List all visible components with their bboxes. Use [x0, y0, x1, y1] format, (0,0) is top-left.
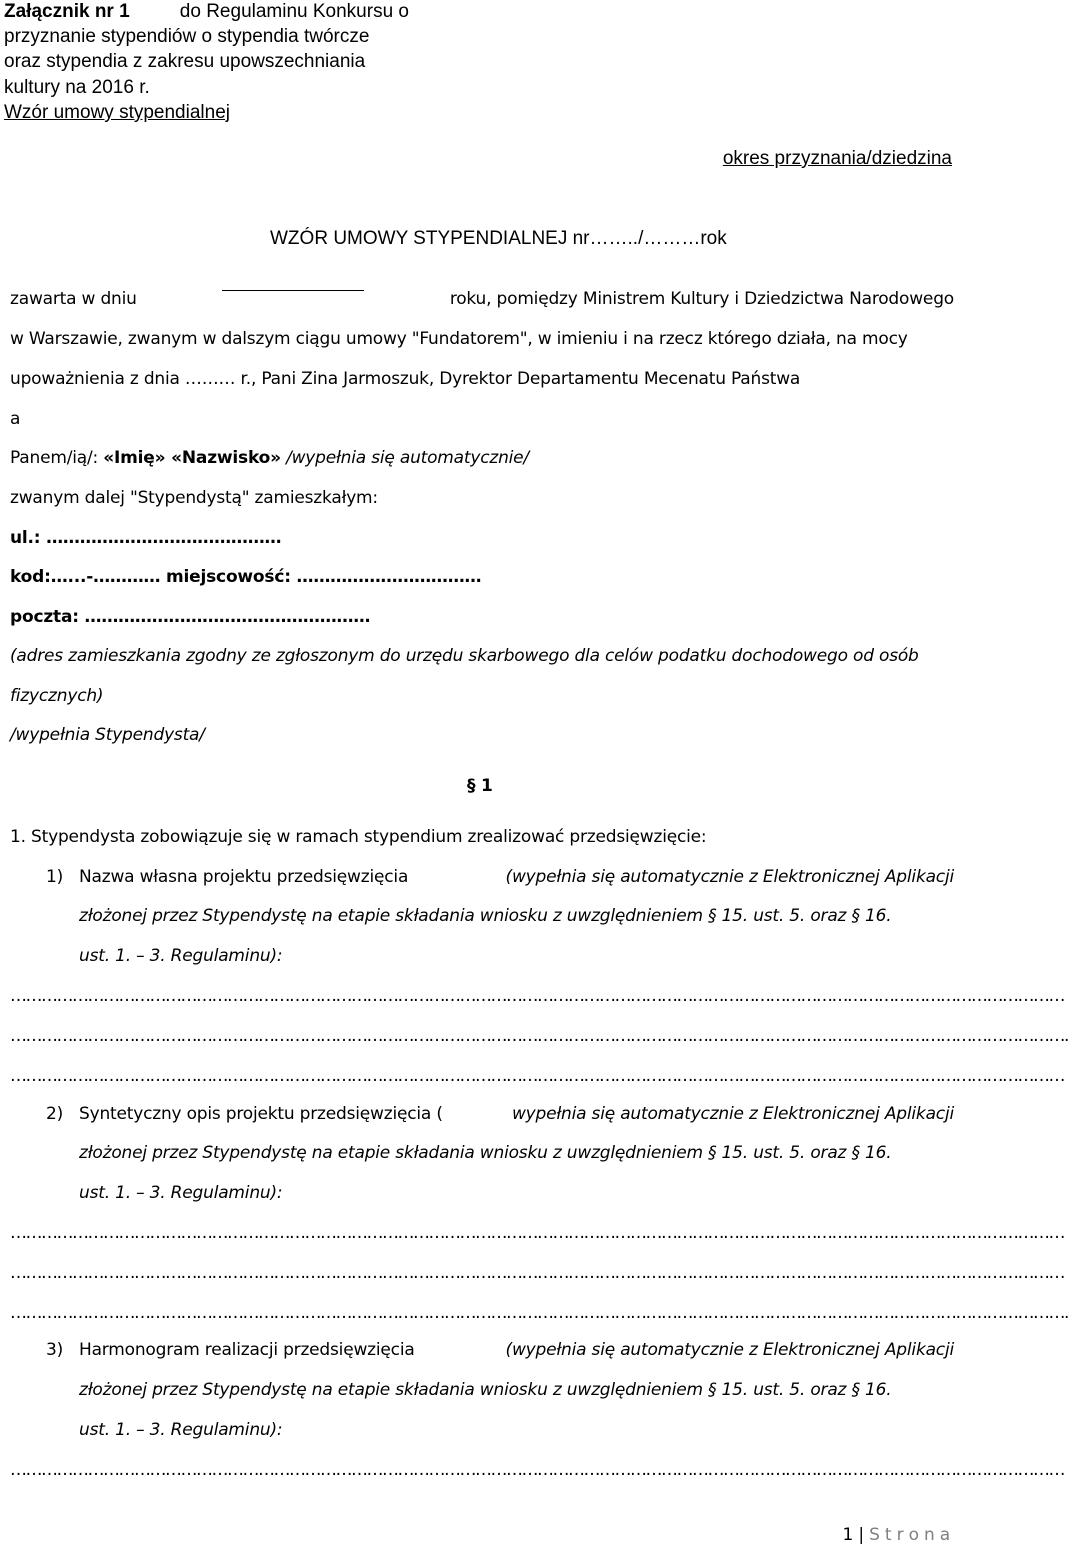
item-1-dotline-3: ……………………………………………………………………………………………………………………………………………………………………………………	[10, 1066, 1064, 1086]
item-2-dotline-2: ……………………………………………………………………………………………………………………………………………………………………………………	[10, 1263, 1064, 1283]
post-office-field: poczta: ……………………………………………	[10, 607, 371, 627]
scholar-definition: zwanym dalej "Stypendystą" zamieszkałym:	[10, 488, 378, 508]
page-number: 1	[842, 1525, 854, 1545]
item-2-dotline-1: ……………………………………………………………………………………………………………………………………………………………………………………	[10, 1223, 1064, 1243]
page-separator: |	[858, 1525, 864, 1545]
conjunction-a: a	[10, 409, 21, 429]
attachment-label: Załącznik nr 1	[4, 1, 130, 22]
period-field-label: okres przyznania/dziedzina	[722, 148, 952, 169]
header-line-3: oraz stypendia z zakresu upowszechniania	[4, 51, 366, 72]
header-line-1	[4, 0, 409, 24]
section-heading: § 1	[467, 776, 493, 796]
filled-by-scholar-note: /wypełnia Stypendysta/	[10, 725, 205, 745]
intro-line-3: upoważnienia z dnia ……… r., Pani Zina Jarmoszuk, Dyrektor Departamentu Mecenatu Państwa	[10, 369, 801, 389]
date-blank-line	[222, 289, 364, 291]
item-1-line-2: złożonej przez Stypendystę na etapie składania wniosku z uwzględnieniem § 15. ust. 5. oraz § 16.	[79, 906, 892, 926]
address-note-line-1: (adres zamieszkania zgodny ze zgłoszonym do urzędu skarbowego dla celów podatku dochodowego od osób	[10, 646, 919, 666]
header-line-2: przyznanie stypendiów o stypendia twórcze	[4, 26, 370, 47]
scholar-name-line: Panem/ią/: «Imię» «Nazwisko» /wypełnia się automatycznie/	[10, 448, 529, 468]
item-3-dotline-1: ……………………………………………………………………………………………………………………………………………………………………………………	[10, 1460, 1064, 1480]
item-3-line-1: Harmonogram realizacji przedsięwzięcia (wypełnia się automatycznie z Elektronicznej Aplikacji	[79, 1340, 954, 1360]
item-1-dotline-1: ……………………………………………………………………………………………………………………………………………………………………………………	[10, 986, 1064, 1006]
item-1-line-3: ust. 1. – 3. Regulaminu):	[79, 946, 283, 966]
intro-line-1: zawarta w dniu roku, pomiędzy Ministrem Kultury i Dziedzictwa Narodowego	[10, 289, 954, 309]
item-3-line-3: ust. 1. – 3. Regulaminu):	[79, 1420, 283, 1440]
name-placeholder: «Imię» «Nazwisko»	[103, 448, 281, 468]
address-note-line-2: fizycznych)	[10, 686, 104, 706]
item-2-line-2: złożonej przez Stypendystę na etapie składania wniosku z uwzględnieniem § 15. ust. 5. oraz § 16.	[79, 1143, 892, 1163]
item-1-number: 1)	[46, 867, 64, 887]
street-field: ul.: ……………………………………	[10, 528, 282, 548]
header-line-5: Wzór umowy stypendialnej	[4, 102, 230, 123]
item-2-line-1: Syntetyczny opis projektu przedsięwzięcia ( wypełnia się automatycznie z Elektronicznej Aplikacji	[79, 1104, 954, 1124]
header-line-1-rest: do Regulaminu Konkursu o	[179, 1, 409, 22]
item-3-line-2: złożonej przez Stypendystę na etapie składania wniosku z uwzględnieniem § 15. ust. 5. oraz § 16.	[79, 1380, 892, 1400]
point-1: 1. Stypendysta zobowiązuje się w ramach stypendium zrealizować przedsięwzięcie:	[10, 827, 707, 847]
item-1-dotline-2: …………………………………………………………………………………………………………………………………………………………………………………….	[10, 1026, 1068, 1046]
intro-line-2: w Warszawie, zwanym w dalszym ciągu umowy "Fundatorem", w imieniu i na rzecz którego działa, na mocy	[10, 329, 908, 349]
page-label: S t r o n a	[869, 1525, 950, 1545]
item-2-number: 2)	[46, 1104, 64, 1124]
item-3-number: 3)	[46, 1340, 64, 1360]
item-2-dotline-3: …………………………………………………………………………………………………………………………………………………………………………………….	[10, 1303, 1068, 1323]
item-2-line-3: ust. 1. – 3. Regulaminu):	[79, 1183, 283, 1203]
page-footer	[843, 1525, 950, 1545]
postal-code-city-field: kod:…...-………… miejscowość: ……………………………	[10, 567, 482, 587]
agreement-title: WZÓR UMOWY STYPENDIALNEJ nr……../………rok	[270, 228, 727, 249]
item-1-line-1: Nazwa własna projektu przedsięwzięcia (wypełnia się automatycznie z Elektronicznej Aplikacji	[79, 867, 954, 887]
header-line-4: kultury na 2016 r.	[4, 77, 150, 98]
